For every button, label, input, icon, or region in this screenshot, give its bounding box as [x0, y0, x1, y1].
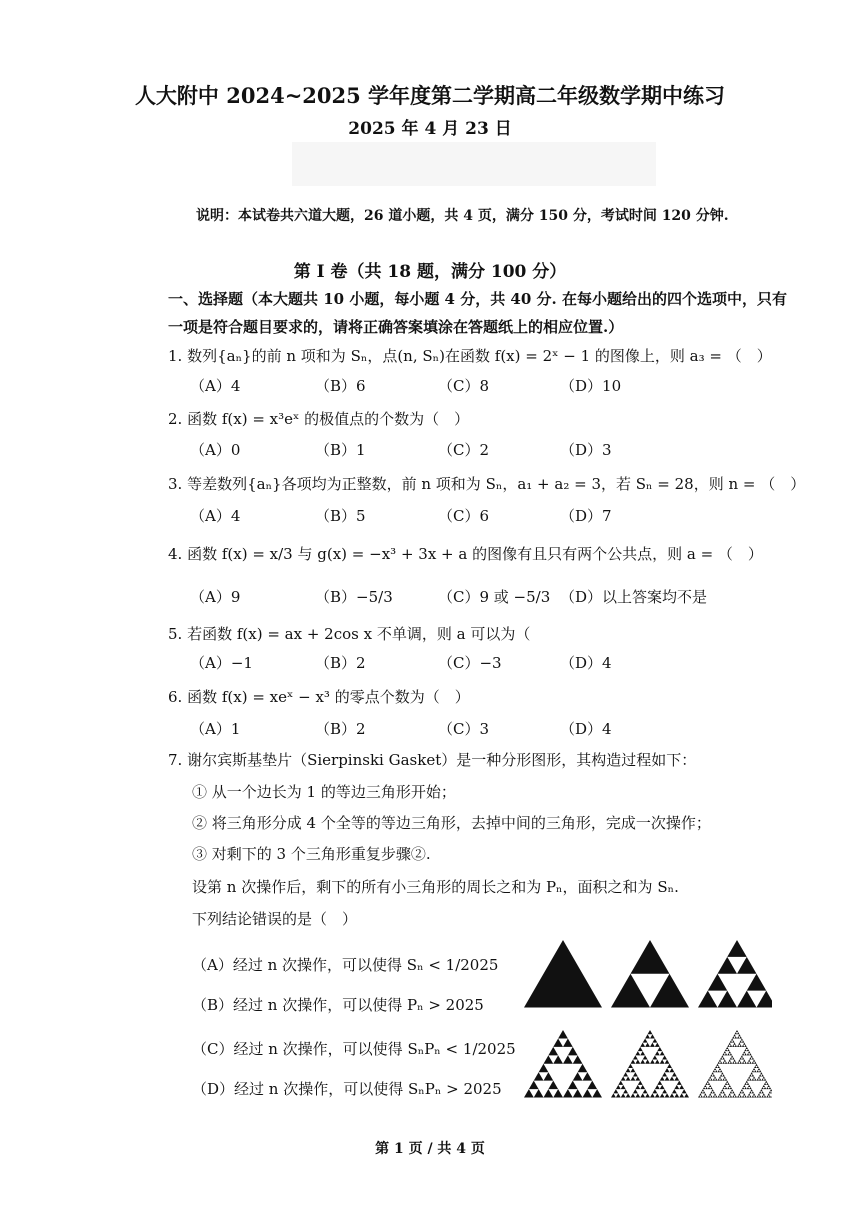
q6-option-d: （D）4	[560, 720, 612, 738]
q6-option-c: （C）3	[438, 720, 490, 738]
q7-step-1: ① 从一个边长为 1 的等边三角形开始；	[192, 783, 456, 801]
part1-instruction-line1: 一、选择题（本大题共 10 小题，每小题 4 分，共 40 分. 在每小题给出的四个选项中，只有	[168, 290, 787, 308]
q3-option-a: （A）4	[190, 507, 241, 525]
question-7-stem: 7. 谢尔宾斯基垫片（Sierpinski Gasket）是一种分形图形，其构造过程如下：	[168, 751, 697, 769]
q4-option-b: （B）−5/3	[315, 588, 393, 606]
q2-option-c: （C）2	[438, 441, 490, 459]
q3-option-c: （C）6	[438, 507, 490, 525]
sierpinski-level-3	[524, 1030, 602, 1098]
exam-title: 人大附中 2024~2025 学年度第二学期高二年级数学期中练习	[134, 83, 726, 108]
q2-option-b: （B）1	[315, 441, 366, 459]
q2-option-d: （D）3	[560, 441, 612, 459]
page-footer: 第 1 页 / 共 4 页	[375, 1141, 485, 1157]
q1-option-d: （D）10	[560, 377, 622, 395]
q7-step-3: ③ 对剩下的 3 个三角形重复步骤②.	[192, 845, 431, 863]
q7-step-2: ② 将三角形分成 4 个全等的等边三角形，去掉中间的三角形，完成一次操作；	[192, 814, 711, 832]
question-5-stem: 5. 若函数 f(x) = ax + 2cos x 不单调，则 a 可以为（	[168, 625, 531, 643]
q1-option-a: （A）4	[190, 377, 241, 395]
q5-option-a: （A）−1	[190, 654, 253, 672]
blank-area	[292, 142, 656, 186]
q7-setup: 设第 n 次操作后，剩下的所有小三角形的周长之和为 Pₙ，面积之和为 Sₙ.	[192, 878, 679, 896]
sierpinski-level-0	[524, 940, 602, 1008]
question-3-stem: 3. 等差数列{aₙ}各项均为正整数，前 n 项和为 Sₙ，a₁ + a₂ = 3，若 Sₙ = 28，则 n = （ ）	[168, 475, 806, 493]
exam-date: 2025 年 4 月 23 日	[348, 119, 512, 139]
sierpinski-level-4	[611, 1030, 689, 1098]
q6-option-b: （B）2	[315, 720, 366, 738]
q2-option-a: （A）0	[190, 441, 241, 459]
section-title: 第 I 卷（共 18 题，满分 100 分）	[293, 262, 567, 282]
question-2-stem: 2. 函数 f(x) = x³eˣ 的极值点的个数为（ ）	[168, 410, 470, 428]
instructions-note: 说明：本试卷共六道大题，26 道小题，共 4 页，满分 150 分，考试时间 120 分钟.	[196, 208, 729, 224]
q4-option-d: （D）以上答案均不是	[560, 588, 708, 606]
q5-option-d: （D）4	[560, 654, 612, 672]
sierpinski-figure	[520, 936, 772, 1102]
q7-ask: 下列结论错误的是（ ）	[192, 910, 358, 928]
q1-option-c: （C）8	[438, 377, 490, 395]
q7-option-a: （A）经过 n 次操作，可以使得 Sₙ < 1/2025	[192, 956, 499, 974]
q3-option-d: （D）7	[560, 507, 612, 525]
question-4-stem: 4. 函数 f(x) = x/3 与 g(x) = −x³ + 3x + a 的图像有且只有两个公共点，则 a = （ ）	[168, 545, 763, 563]
part1-instruction-line2: 一项是符合题目要求的，请将正确答案填涂在答题纸上的相应位置.）	[168, 318, 624, 336]
q4-option-c: （C）9 或 −5/3	[438, 588, 551, 606]
q5-option-c: （C）−3	[438, 654, 502, 672]
q7-option-b: （B）经过 n 次操作，可以使得 Pₙ > 2025	[192, 996, 484, 1014]
q7-option-d: （D）经过 n 次操作，可以使得 SₙPₙ > 2025	[192, 1080, 502, 1098]
q6-option-a: （A）1	[190, 720, 241, 738]
question-6-stem: 6. 函数 f(x) = xeˣ − x³ 的零点个数为（ ）	[168, 688, 470, 706]
q1-option-b: （B）6	[315, 377, 366, 395]
q7-option-c: （C）经过 n 次操作，可以使得 SₙPₙ < 1/2025	[192, 1040, 516, 1058]
sierpinski-level-1	[611, 940, 689, 1008]
sierpinski-level-2	[698, 940, 772, 1008]
sierpinski-level-5	[698, 1030, 772, 1098]
question-1-stem: 1. 数列{aₙ}的前 n 项和为 Sₙ，点(n, Sₙ)在函数 f(x) = 2ˣ − 1 的图像上，则 a₃ = （ ）	[168, 347, 772, 365]
q4-option-a: （A）9	[190, 588, 241, 606]
q5-option-b: （B）2	[315, 654, 366, 672]
q3-option-b: （B）5	[315, 507, 366, 525]
